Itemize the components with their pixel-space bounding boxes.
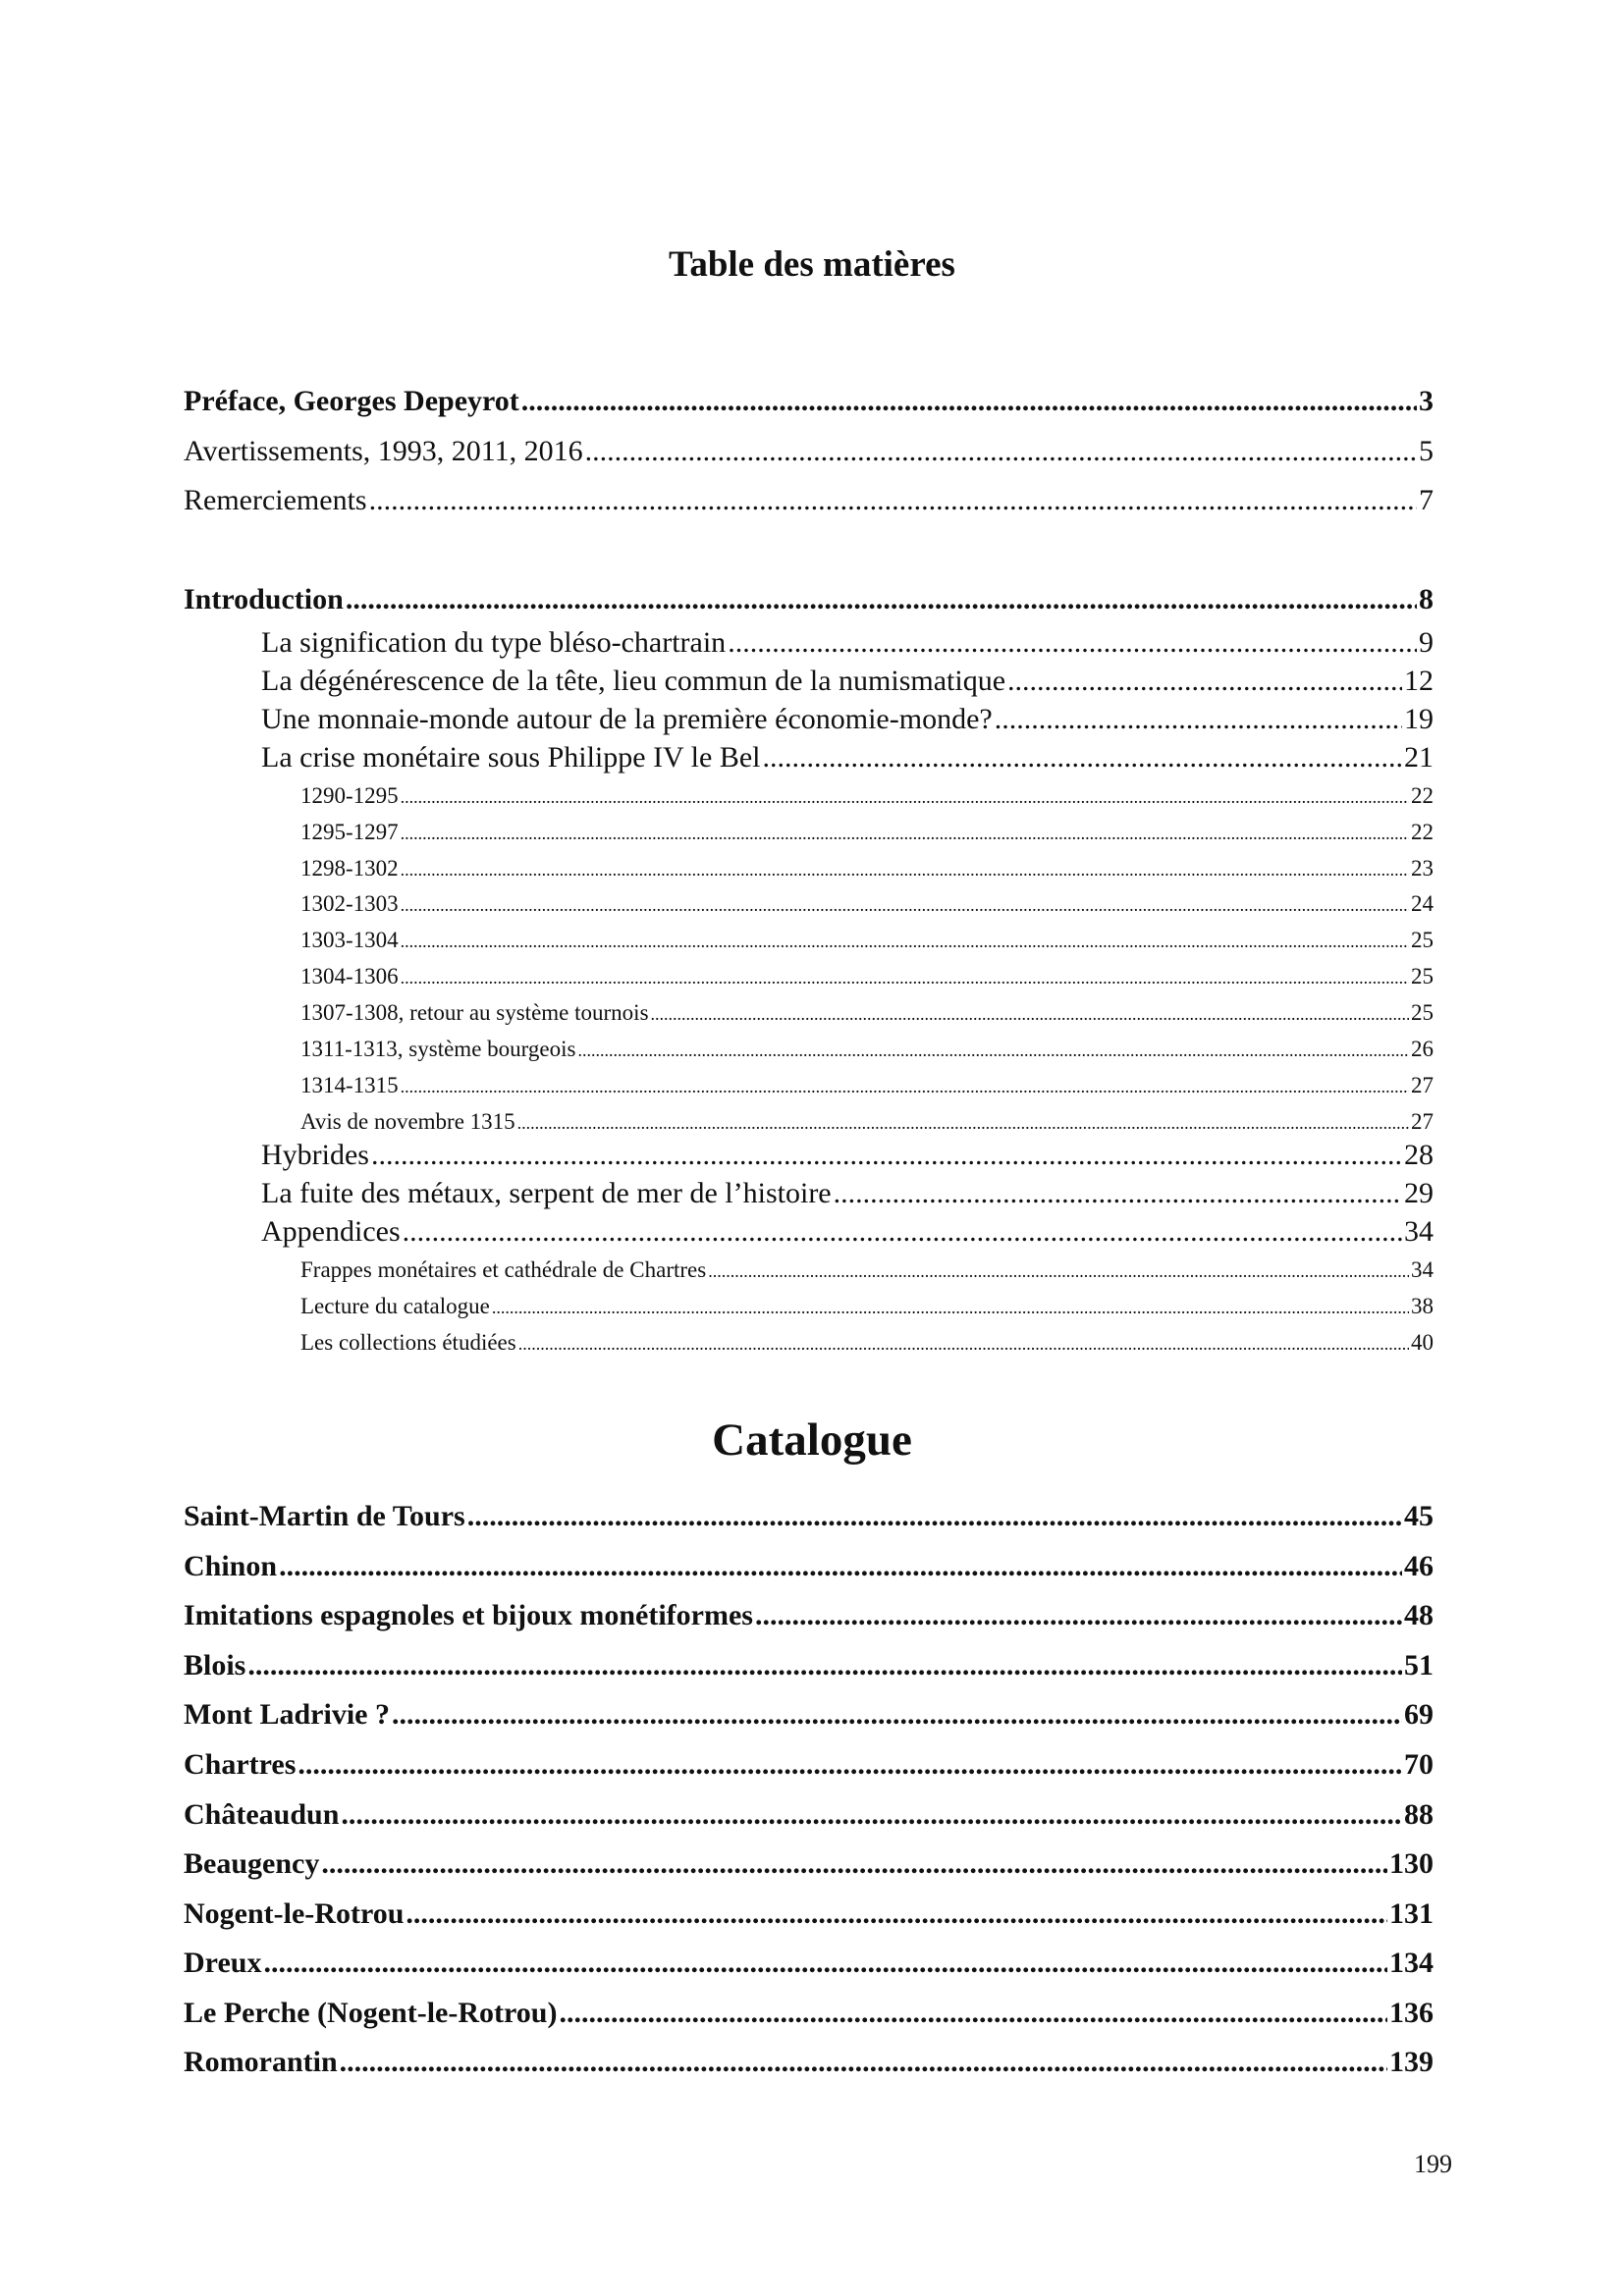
- toc-entry-page: 45: [1404, 1500, 1434, 1532]
- catalogue-entry[interactable]: [184, 1897, 1434, 1931]
- toc-entry-page: 131: [1389, 1897, 1434, 1930]
- toc-entry-page: 130: [1389, 1847, 1434, 1880]
- toc-subentry[interactable]: [300, 1257, 1434, 1283]
- toc-entry-label: La fuite des métaux, serpent de mer de l’histoire: [261, 1177, 832, 1209]
- toc-entry-label: Mont Ladrivie ?: [184, 1698, 390, 1731]
- toc-entry-page: 22: [1411, 783, 1434, 808]
- toc-entry-page: 69: [1404, 1698, 1434, 1731]
- catalogue-entry[interactable]: [184, 1997, 1434, 2030]
- dot-leader: [406, 1897, 1387, 1931]
- dot-leader: [401, 1077, 1409, 1097]
- toc-entry-page: 40: [1411, 1330, 1434, 1355]
- dot-leader: [401, 824, 1409, 844]
- toc-entry-label: Avertissements, 1993, 2011, 2016: [184, 435, 583, 467]
- toc-entry-label: Une monnaie-monde autour de la première économie-monde?: [261, 703, 993, 735]
- dot-leader: [392, 1698, 1402, 1732]
- dot-leader: [651, 1004, 1409, 1025]
- catalogue-entry[interactable]: [184, 1599, 1434, 1632]
- toc-entry-preface[interactable]: [184, 385, 1434, 418]
- dot-leader: [247, 1649, 1402, 1682]
- dot-leader: [403, 1215, 1402, 1249]
- toc-entry-page: 48: [1404, 1599, 1434, 1631]
- toc-entry-label: 1311-1313, système bourgeois: [300, 1037, 576, 1061]
- dot-leader: [401, 932, 1409, 952]
- dot-leader: [559, 1997, 1387, 2030]
- catalogue-entry[interactable]: [184, 1550, 1434, 1583]
- toc-entry-page: 26: [1411, 1037, 1434, 1061]
- dot-leader: [401, 787, 1409, 808]
- dot-leader: [577, 1041, 1409, 1061]
- toc-entry-label: Introduction: [184, 583, 344, 615]
- toc-subentry[interactable]: [300, 1073, 1434, 1098]
- toc-entry-page: 8: [1419, 583, 1434, 615]
- toc-subentry[interactable]: [300, 820, 1434, 845]
- toc-entry[interactable]: [261, 1139, 1434, 1172]
- toc-entry-label: 1295-1297: [300, 820, 399, 844]
- toc-subentry[interactable]: [300, 1294, 1434, 1319]
- toc-entry-page: 70: [1404, 1748, 1434, 1781]
- toc-entry[interactable]: [261, 1177, 1434, 1210]
- toc-entry-label: Châteaudun: [184, 1798, 340, 1831]
- toc-entry-page: 23: [1411, 856, 1434, 881]
- toc-entry-label: 1298-1302: [300, 856, 399, 881]
- dot-leader: [401, 968, 1409, 988]
- toc-entry-page: 25: [1411, 964, 1434, 988]
- toc-entry[interactable]: [261, 703, 1434, 736]
- toc-entry-label: Beaugency: [184, 1847, 320, 1880]
- toc-entry-page: 5: [1419, 435, 1434, 467]
- dot-leader: [521, 385, 1417, 418]
- toc-subentry[interactable]: [300, 1037, 1434, 1062]
- toc-entry-label: Hybrides: [261, 1139, 369, 1171]
- dot-leader: [834, 1177, 1402, 1210]
- toc-subentry[interactable]: [300, 891, 1434, 917]
- toc-entry-page: 12: [1404, 665, 1434, 697]
- toc-entry[interactable]: [261, 665, 1434, 698]
- catalogue-entry[interactable]: [184, 1500, 1434, 1533]
- catalogue-entry[interactable]: [184, 1847, 1434, 1881]
- toc-entry-label: Chinon: [184, 1550, 278, 1582]
- toc-entry-label: Les collections étudiées: [300, 1330, 516, 1355]
- toc-entry-page: 34: [1404, 1215, 1434, 1248]
- toc-entry-label: Blois: [184, 1649, 246, 1682]
- toc-entry[interactable]: [261, 1215, 1434, 1249]
- toc-entry-label: Dreux: [184, 1947, 262, 1979]
- toc-entry-label: Saint-Martin de Tours: [184, 1500, 465, 1532]
- dot-leader: [1007, 665, 1402, 698]
- toc-entry-label: Nogent-le-Rotrou: [184, 1897, 405, 1930]
- toc-entry-page: 88: [1404, 1798, 1434, 1831]
- toc-subentry[interactable]: [300, 964, 1434, 989]
- toc-entry-label: Lecture du catalogue: [300, 1294, 490, 1318]
- toc-entry-page: 27: [1411, 1073, 1434, 1097]
- dot-leader: [369, 484, 1417, 517]
- catalogue-entry[interactable]: [184, 1947, 1434, 1980]
- toc-entry-page: 9: [1419, 626, 1434, 659]
- dot-leader: [341, 1798, 1402, 1832]
- dot-leader: [755, 1599, 1402, 1632]
- toc-entry-label: 1314-1315: [300, 1073, 399, 1097]
- catalogue-entry[interactable]: [184, 1798, 1434, 1832]
- toc-entry-page: 24: [1411, 891, 1434, 916]
- toc-entry-page: 38: [1411, 1294, 1434, 1318]
- toc-entry-label: Avis de novembre 1315: [300, 1109, 515, 1134]
- toc-subentry[interactable]: [300, 1109, 1434, 1135]
- catalogue-title: Catalogue: [712, 1415, 912, 1466]
- toc-subentry[interactable]: [300, 1330, 1434, 1356]
- dot-leader: [763, 741, 1403, 774]
- toc-entry-label: La signification du type bléso-chartrain: [261, 626, 727, 659]
- toc-subentry[interactable]: [300, 783, 1434, 809]
- page-title: Table des matières: [669, 244, 955, 285]
- toc-entry-label: La crise monétaire sous Philippe IV le Bel: [261, 741, 761, 774]
- toc-entry-label: Préface, Georges Depeyrot: [184, 385, 519, 417]
- toc-entry-label: Romorantin: [184, 2046, 338, 2078]
- dot-leader: [401, 895, 1409, 916]
- toc-entry-label: 1303-1304: [300, 928, 399, 952]
- toc-entry-page: 34: [1411, 1257, 1434, 1282]
- dot-leader: [321, 1847, 1387, 1881]
- toc-entry-page: 25: [1411, 928, 1434, 952]
- dot-leader: [340, 2046, 1387, 2079]
- toc-entry-page: 51: [1404, 1649, 1434, 1682]
- toc-entry-label: Chartres: [184, 1748, 297, 1781]
- dot-leader: [585, 435, 1417, 468]
- toc-entry[interactable]: [261, 626, 1434, 660]
- toc-entry-introduction[interactable]: [184, 583, 1434, 616]
- toc-entry-label: 1307-1308, retour au système tournois: [300, 1000, 649, 1025]
- dot-leader: [728, 626, 1417, 660]
- toc-entry-page: 136: [1389, 1997, 1434, 2029]
- dot-leader: [518, 1334, 1409, 1355]
- dot-leader: [708, 1261, 1409, 1282]
- toc-entry-label: Imitations espagnoles et bijoux monétiformes: [184, 1599, 753, 1631]
- catalogue-entry[interactable]: [184, 1748, 1434, 1782]
- toc-entry-page: 139: [1389, 2046, 1434, 2078]
- page-number: 199: [1414, 2150, 1452, 2178]
- toc-entry-label: Frappes monétaires et cathédrale de Chartres: [300, 1257, 707, 1282]
- toc-entry-label: Appendices: [261, 1215, 401, 1248]
- toc-entry-label: 1302-1303: [300, 891, 399, 916]
- toc-entry-page: 134: [1389, 1947, 1434, 1979]
- dot-leader: [517, 1113, 1409, 1134]
- toc-entry-page: 28: [1404, 1139, 1434, 1171]
- toc-entry-label: 1290-1295: [300, 783, 399, 808]
- toc-entry-page: 3: [1419, 385, 1434, 417]
- toc-entry-page: 27: [1411, 1109, 1434, 1134]
- toc-entry-page: 19: [1404, 703, 1434, 735]
- toc-subentry[interactable]: [300, 1000, 1434, 1026]
- toc-entry-remerciements[interactable]: [184, 484, 1434, 517]
- toc-entry-label: Le Perche (Nogent-le-Rotrou): [184, 1997, 558, 2029]
- dot-leader: [467, 1500, 1402, 1533]
- dot-leader: [401, 860, 1409, 881]
- toc-subentry[interactable]: [300, 856, 1434, 881]
- toc-entry-page: 21: [1404, 741, 1434, 774]
- toc-entry-page: 7: [1419, 484, 1434, 516]
- dot-leader: [371, 1139, 1402, 1172]
- toc-entry-label: 1304-1306: [300, 964, 399, 988]
- dot-leader: [263, 1947, 1387, 1980]
- dot-leader: [346, 583, 1417, 616]
- toc-subentry[interactable]: [300, 928, 1434, 953]
- dot-leader: [298, 1748, 1402, 1782]
- toc-entry-page: 29: [1404, 1177, 1434, 1209]
- dot-leader: [279, 1550, 1402, 1583]
- catalogue-entry[interactable]: [184, 1698, 1434, 1732]
- dot-leader: [492, 1298, 1409, 1318]
- toc-entry-avertissements[interactable]: [184, 435, 1434, 468]
- toc-entry-label: Remerciements: [184, 484, 367, 516]
- toc-entry-page: 22: [1411, 820, 1434, 844]
- catalogue-entry[interactable]: [184, 1649, 1434, 1682]
- toc-entry-page: 46: [1404, 1550, 1434, 1582]
- catalogue-entry[interactable]: [184, 2046, 1434, 2079]
- toc-entry-page: 25: [1411, 1000, 1434, 1025]
- toc-entry[interactable]: [261, 741, 1434, 774]
- toc-entry-label: La dégénérescence de la tête, lieu commun de la numismatique: [261, 665, 1006, 697]
- dot-leader: [995, 703, 1402, 736]
